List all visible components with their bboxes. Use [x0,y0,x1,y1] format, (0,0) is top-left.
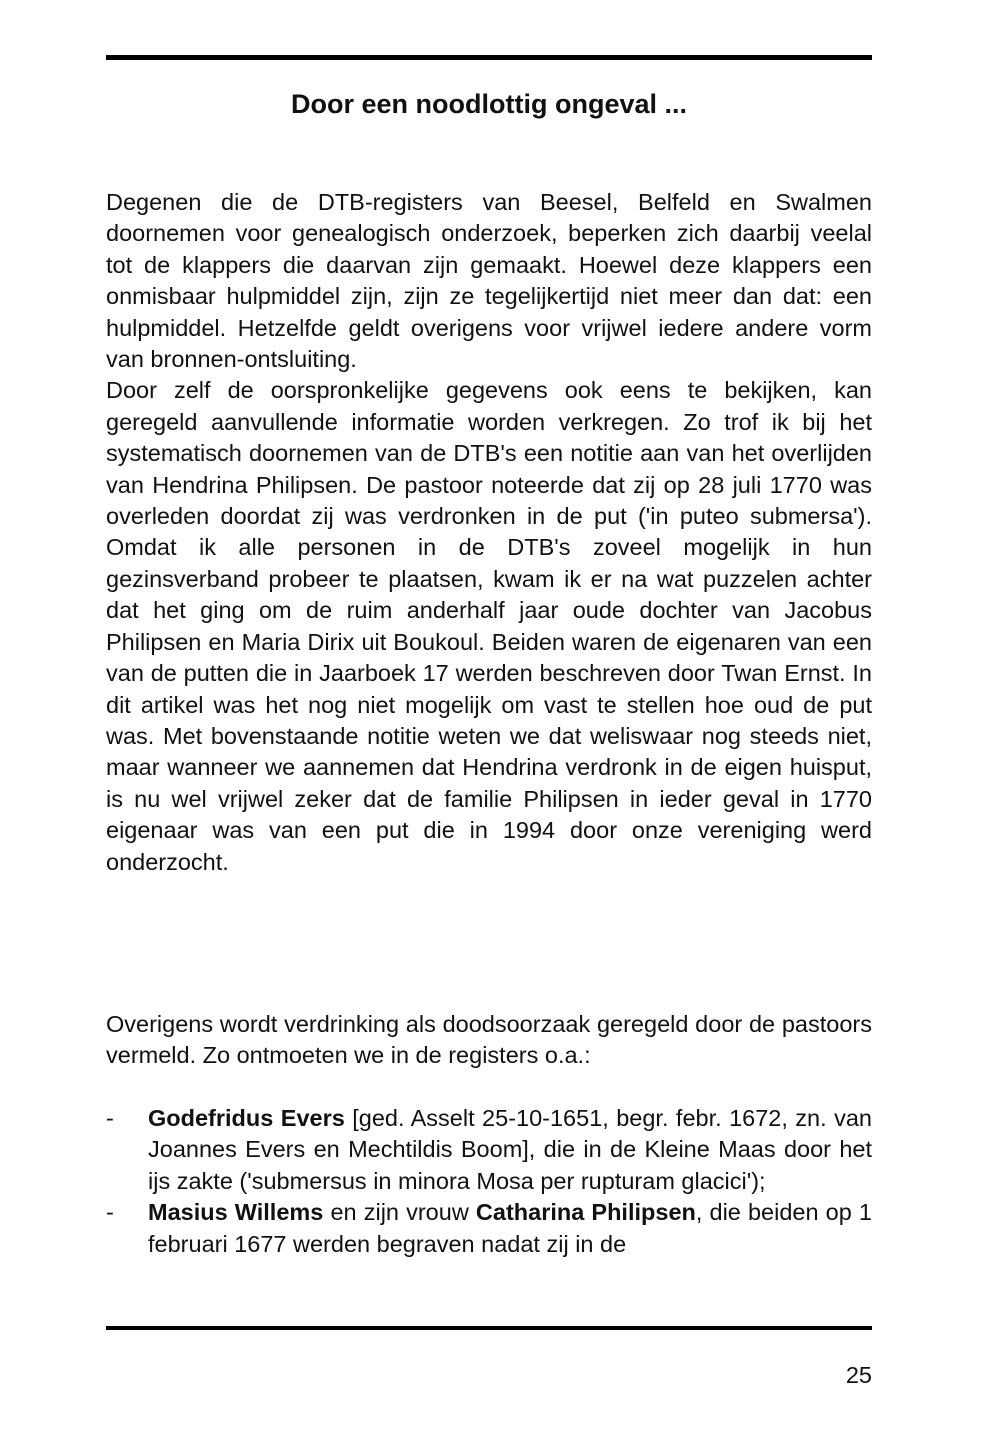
paragraph-2: Door zelf de oorspronkelijke gegevens ook eens te bekijken, kan geregeld aanvullende informatie worden verkregen. Zo trof ik bij het systematisch doornemen van de DTB's een notitie aan van het overlijden van Hendrina Philipsen. De pastoor noteerde dat zij op 28 juli 1770 was overleden doordat zij was verdronken in de put ('in puteo submersa'). Omdat ik alle personen in de DTB's zoveel mogelijk in hun gezinsverband probeer te plaatsen, kwam ik er na wat puzzelen achter dat het ging om de ruim anderhalf jaar oude dochter van Jacobus Philipsen en Maria Dirix uit Boukoul. Beiden waren de eigenaren van een van de putten die in Jaarboek 17 werden beschreven door Twan Ernst. In dit artikel was het nog niet mogelijk om vast te stellen hoe oud de put was. Met bovenstaande notitie weten we dat weliswaar nog steeds niet, maar wanneer we aannemen dat Hendrina verdronk in de eigen huisput, is nu wel vrijwel zeker dat de familie Philipsen in ieder geval in 1770 eigenaar was van een put die in 1994 door onze vereniging werd onderzocht. [106,377,872,875]
page-title: Door een noodlottig ongeval ... [291,89,687,119]
list-item-text: en zijn vrouw [323,1199,476,1226]
text-block-second [106,1009,872,1072]
person-name: Masius Willems [148,1199,324,1226]
bottom-rule [106,1326,872,1330]
paragraph-3: Overigens wordt verdrinking als doodsoorzaak geregeld door de pastoors vermeld. Zo ontmoeten we in de registers o.a.: [106,1011,872,1069]
page-number: 25 [845,1362,872,1388]
list-item-text: [ged. Asselt 25-10-1651, begr. febr. 1672, zn. van Joannes Evers en Mechtildis Boom], die in de Kleine Maas door het ijs zakte ('submersus in minora Mosa per rupturam glacici'); [148,1105,872,1194]
top-rule [106,55,872,60]
list-dash: - [106,1199,114,1226]
drowning-list [106,1103,872,1260]
paragraph-1: Degenen die de DTB-registers van Beesel, Belfeld en Swalmen doornemen voor genealogisch onderzoek, beperken zich daarbij veelal tot de klappers die daarvan zijn gemaakt. Hoewel deze klappers een onmisbaar hulpmiddel zijn, zijn ze tegelijkertijd niet meer dan dat: een hulpmiddel. Hetzelfde geldt overigens voor vrijwel iedere andere vorm van bronnen-ontsluiting. [106,189,872,373]
list-item [106,1103,872,1197]
list-item-text: , die beiden op 1 februari 1677 werden begraven nadat zij in de [148,1199,872,1257]
text-block-intro [106,187,872,878]
person-name: Godefridus Evers [148,1105,345,1131]
person-name: Catharina Philipsen [475,1199,696,1226]
list-dash: - [106,1105,114,1131]
list-item [106,1197,872,1260]
